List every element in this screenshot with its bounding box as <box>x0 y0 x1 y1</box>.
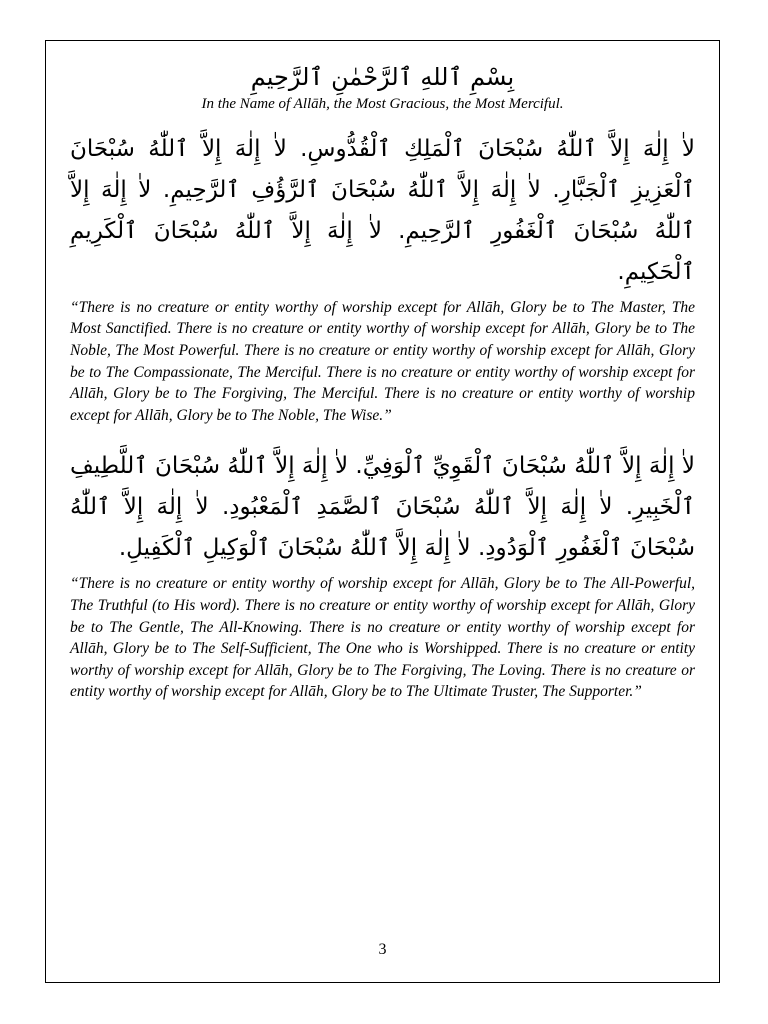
dhikr-translation-1: “There is no creature or entity worthy of worship except for Allāh, Glory be to The Master, The Most Sanctified. There is no creature or entity worthy of worship except for Allāh, Glory be to The Noble, The Most Powerful. There is no creature or entity worthy of worship except for Allāh, Glory be to The Compassionate, The Merciful. There is no creature or entity worthy of worship except for Allāh, Glory be to The Forgiving, The Merciful. There is no creature or entity worthy of worship except for Allāh, Glory be to The Noble, The Wise.” <box>70 298 695 424</box>
page-content <box>70 41 695 703</box>
basmala-translation: In the Name of Allāh, the Most Gracious, the Most Merciful. <box>201 95 564 112</box>
basmala-arabic: بِسْمِ ٱللهِ ٱلرَّحْمٰنِ ٱلرَّحِيمِ <box>250 63 515 91</box>
dhikr-translation-2: “There is no creature or entity worthy of worship except for Allāh, Glory be to The All-Powerful, The Truthful (to His word). There is no creature or entity worthy of worship except for Allāh, Glory be to The Gentle, The All-Knowing. There is no creature or entity worthy of worship except for Allāh, Glory be to The Self-Sufficient, The One who is Worshipped. There is no creature or entity worthy of worship except for Allāh, Glory be to The Forgiving, The Loving. There is no creature or entity worthy of worship except for Allāh, Glory be to The Ultimate Truster, The Supporter.” <box>70 575 695 701</box>
page-frame <box>45 40 720 983</box>
dhikr-arabic-2: لاٰ إِلٰهَ إِلاَّ ٱللّٰهُ سُبْحَانَ ٱلْقَوِيِّ ٱلْوَفِيِّ. لاٰ إِلٰهَ إِلاَّ ٱللّٰهُ سُبْحَانَ ٱللَّطِيفِ ٱلْخَبِيرِ. لاٰ إِلٰهَ إِلاَّ ٱللّٰهُ سُبْحَانَ ٱلصَّمَدِ ٱلْمَعْبُودِ. لاٰ إِلٰهَ إِلاَّ ٱللّٰهُ سُبْحَانَ ٱلْغَفُورِ ٱلْوَدُودِ. لاٰ إِلٰهَ إِلاَّ ٱللّٰهُ سُبْحَانَ ٱلْوَكِيلِ ٱلْكَفِيلِ. <box>70 453 695 562</box>
dhikr-arabic-1: لاٰ إِلٰهَ إِلاَّ ٱللّٰهُ سُبْحَانَ ٱلْمَلِكِ ٱلْقُدُّوسِ. لاٰ إِلٰهَ إِلاَّ ٱللّٰهُ سُبْحَانَ ٱلْعَزِيزِ ٱلْجَبَّارِ. لاٰ إِلٰهَ إِلاَّ ٱللّٰهُ سُبْحَانَ ٱلرَّؤُفِ ٱلرَّحِيمِ. لاٰ إِلٰهَ إِلاَّ ٱللّٰهُ سُبْحَانَ ٱلْغَفُورِ ٱلرَّحِيمِ. لاٰ إِلٰهَ إِلاَّ ٱللّٰهُ سُبْحَانَ ٱلْكَرِيمِ ٱلْحَكِيمِ. <box>70 135 695 285</box>
page-number: 3 <box>378 941 387 958</box>
